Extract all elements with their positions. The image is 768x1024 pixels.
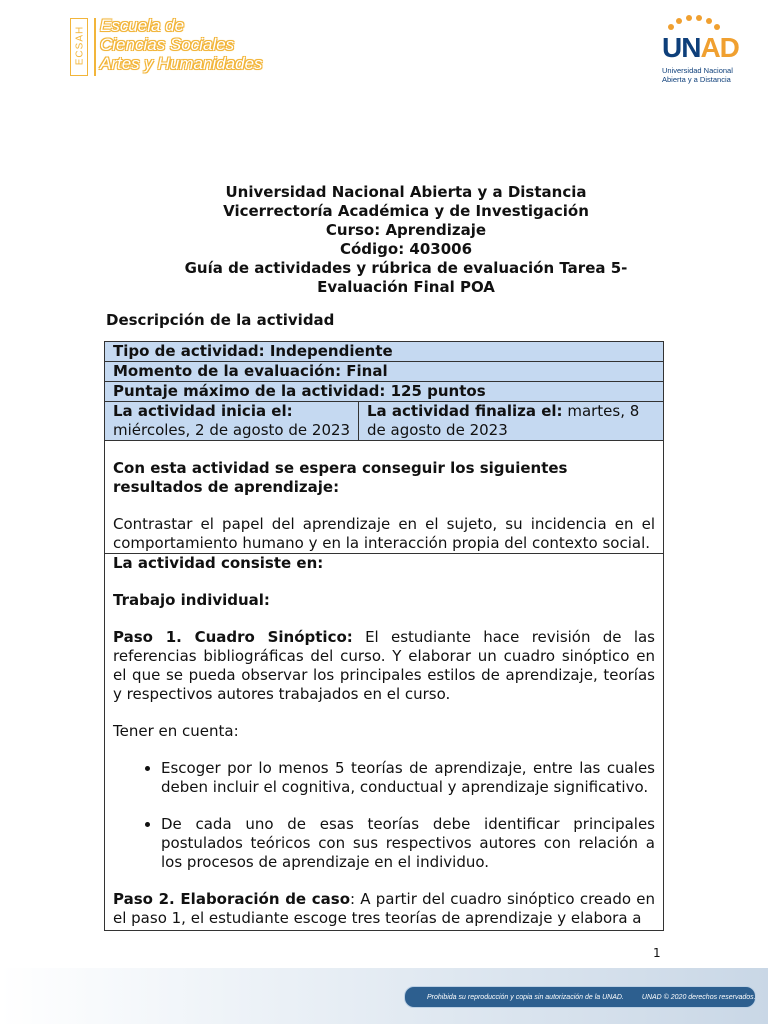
title-line-vicerrectoria: Vicerrectoría Académica y de Investigación <box>223 202 589 220</box>
ecsah-logo-separator <box>94 18 96 76</box>
title-line-university: Universidad Nacional Abierta y a Distancia <box>225 183 587 201</box>
title-line-codigo: Código: 403006 <box>339 240 473 258</box>
paso2-label: Paso 2. Elaboración de caso <box>113 890 351 908</box>
title-line-curso: Curso: Aprendizaje <box>325 221 487 239</box>
resultados-title: Con esta actividad se espera conseguir los siguientes resultados de aprendizaje: <box>113 459 568 496</box>
unad-logo-dot <box>696 15 702 21</box>
inicia-value: miércoles, 2 de agosto de 2023 <box>113 421 351 439</box>
paso1-text: El estudiante hace revisión de las referencias bibliográficas del curso. Y elaborar un cuadro sinóptico en el que se pueda observar los principales estilos de aprendizaje, teorías y respectivos autores trabajados en el curso. <box>113 628 656 703</box>
inicia-label: La actividad inicia el: <box>113 402 293 420</box>
page-footer <box>0 968 768 1024</box>
list-item: • De cada uno de esas teorías debe identificar principales postulados teóricos con sus respectivos autores con relación a los procesos de aprendizaje en el individuo. <box>161 815 655 872</box>
footer-notice: Prohibida su reproducción y copia sin autorización de la UNAD. <box>427 993 624 1001</box>
cell-inicia <box>105 402 359 440</box>
cell-actividad <box>105 554 663 930</box>
unad-logo-subtitle <box>662 66 733 84</box>
unad-word-un: UN <box>662 32 701 63</box>
paso1-paragraph <box>113 628 655 704</box>
unad-logo-dot <box>686 15 692 21</box>
tener-en-cuenta: Tener en cuenta: <box>113 722 239 740</box>
ecsah-line-2: Ciencias Sociales <box>100 35 235 54</box>
row-tipo: Tipo de actividad: Independiente <box>105 342 663 362</box>
cell-finaliza <box>359 402 663 440</box>
unad-sub-line-2: Abierta y a Distancia <box>662 75 731 84</box>
paso2-text: : A partir del cuadro sinóptico creado en el paso 1, el estudiante escoge tres teorías de aprendizaje y elabora a <box>113 890 655 927</box>
row-puntaje: Puntaje máximo de la actividad: 125 puntos <box>105 382 663 402</box>
ecsah-logo-lines <box>100 16 263 73</box>
title-line-evaluacion: Evaluación Final POA <box>317 278 495 296</box>
unad-logo-dot <box>714 24 720 30</box>
cell-resultados <box>105 441 663 554</box>
resultados-text: Contrastar el papel del aprendizaje en el sujeto, su incidencia en el comportamiento humano y en la interacción propia del contexto social. <box>113 515 655 552</box>
footer-rights: UNAD © 2020 derechos reservados. <box>641 993 756 1001</box>
row-dates <box>105 402 663 441</box>
finaliza-label: La actividad finaliza el: <box>367 402 563 420</box>
bullet-list <box>113 815 655 872</box>
page-number: 1 <box>653 946 661 960</box>
row-momento: Momento de la evaluación: Final <box>105 362 663 382</box>
ecsah-line-3: Artes y Humanidades <box>100 54 263 73</box>
unad-logo-dot <box>706 18 712 24</box>
title-line-guia: Guía de actividades y rúbrica de evaluación Tarea 5- <box>184 259 628 277</box>
unad-logo-dot <box>676 18 682 24</box>
unad-logo <box>658 14 748 88</box>
ecsah-logo <box>70 16 270 80</box>
trabajo-heading: Trabajo individual: <box>113 591 270 609</box>
finaliza-value: martes, 8 de agosto de 2023 <box>367 402 640 439</box>
unad-logo-dot <box>668 24 674 30</box>
bullet-list <box>113 759 655 797</box>
paso2-paragraph <box>113 890 655 928</box>
footer-banner <box>404 986 756 1008</box>
unad-sub-line-1: Universidad Nacional <box>662 66 733 75</box>
ecsah-line-1: Escuela de <box>100 16 185 35</box>
activity-table <box>104 341 664 931</box>
list-item: • Escoger por lo menos 5 teorías de aprendizaje, entre las cuales deben incluir el cognitiva, conductual y aprendizaje significativo. <box>161 759 655 797</box>
unad-logo-word <box>662 32 739 64</box>
consiste-heading: La actividad consiste en: <box>113 554 324 572</box>
ecsah-logo-vertical-text: ECSAH <box>74 25 86 66</box>
section-heading: Descripción de la actividad <box>106 311 335 329</box>
unad-word-ad: AD <box>700 32 739 63</box>
paso1-label: Paso 1. Cuadro Sinóptico: <box>113 628 353 646</box>
document-title <box>100 183 712 297</box>
